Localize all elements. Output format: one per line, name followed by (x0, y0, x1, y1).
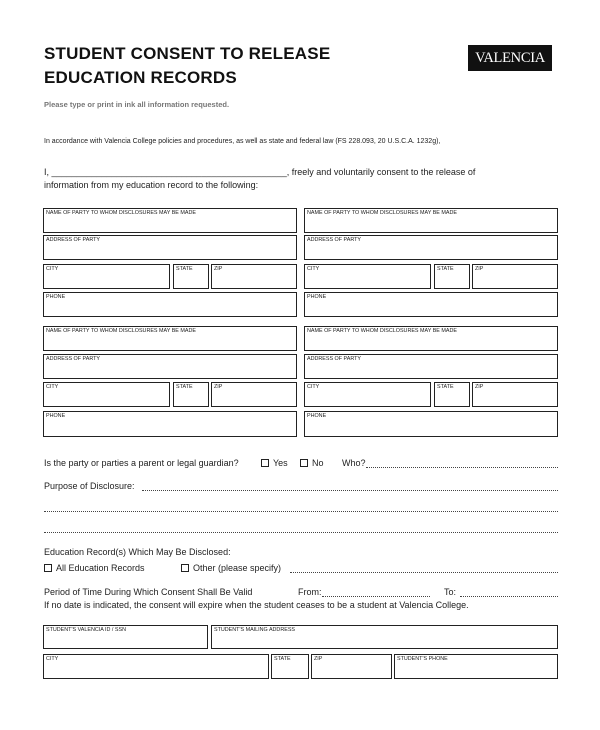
party1-left-city-field[interactable] (43, 264, 170, 289)
expiration-note: If no date is indicated, the consent will expire when the student ceases to be a student at Valencia College. (44, 600, 469, 610)
address-label: ADDRESS OF PARTY (46, 356, 101, 362)
student-id-label: STUDENT'S VALENCIA ID / SSN (46, 627, 127, 633)
all-records-checkbox[interactable] (44, 564, 52, 572)
student-zip-field[interactable] (311, 654, 392, 679)
who-label: Who? (342, 458, 366, 468)
purpose-input-line-3[interactable] (44, 532, 558, 533)
party1-left-zip-field[interactable] (211, 264, 297, 289)
to-label: To: (444, 587, 457, 597)
all-records-label: All Education Records (56, 563, 145, 573)
consent-statement-line-2: information from my education record to the following: (44, 180, 259, 190)
purpose-input-line-2[interactable] (44, 511, 558, 512)
state-label: STATE (176, 266, 193, 272)
student-mailing-address-field[interactable] (211, 625, 558, 649)
purpose-label: Purpose of Disclosure: (44, 481, 135, 491)
city-label: CITY (46, 266, 59, 272)
other-records-checkbox[interactable] (181, 564, 189, 572)
party2-left-address-field[interactable] (43, 354, 297, 379)
yes-label: Yes (273, 458, 288, 468)
party2-right-zip-field[interactable] (472, 382, 558, 407)
party1-right-address-field[interactable] (304, 235, 558, 260)
other-records-label: Other (please specify) (193, 563, 282, 573)
party2-left-zip-field[interactable] (211, 382, 297, 407)
phone-label: PHONE (46, 294, 66, 300)
city-label: CITY (307, 384, 320, 390)
student-id-field[interactable] (43, 625, 208, 649)
party2-left-state-field[interactable] (173, 382, 209, 407)
student-phone-label: STUDENT'S PHONE (397, 656, 448, 662)
party1-right-zip-field[interactable] (472, 264, 558, 289)
consent-suffix: , freely and voluntarily consent to the release of (286, 167, 476, 177)
no-label: No (312, 458, 324, 468)
party1-right-name-field[interactable] (304, 208, 558, 233)
consent-statement-line-1 (44, 167, 475, 177)
instructions-text: Please type or print in ink all information requested. (44, 100, 230, 109)
name-label: NAME OF PARTY TO WHOM DISCLOSURES MAY BE MADE (307, 210, 457, 216)
from-date-line[interactable] (322, 596, 430, 597)
from-label: From: (298, 587, 322, 597)
zip-label: ZIP (314, 656, 323, 662)
page-title (44, 42, 330, 90)
zip-label: ZIP (475, 266, 484, 272)
party2-right-city-field[interactable] (304, 382, 431, 407)
to-date-line[interactable] (460, 596, 558, 597)
consent-prefix: I, (44, 167, 50, 177)
period-label: Period of Time During Which Consent Shall Be Valid (44, 587, 253, 597)
phone-label: PHONE (307, 294, 327, 300)
phone-label: PHONE (307, 413, 327, 419)
party1-left-name-field[interactable] (43, 208, 297, 233)
policy-text: In accordance with Valencia College policies and procedures, as well as state and federal law (FS 228.093, 20 U.S.C.A. 1232g), (44, 138, 441, 145)
state-label: STATE (437, 266, 454, 272)
student-name-blank[interactable]: _______________________________________________ (51, 167, 287, 177)
name-label: NAME OF PARTY TO WHOM DISCLOSURES MAY BE MADE (46, 328, 196, 334)
state-label: STATE (176, 384, 193, 390)
zip-label: ZIP (214, 384, 223, 390)
valencia-logo: VALENCIA (468, 45, 552, 71)
purpose-input-line-1[interactable] (142, 490, 558, 491)
city-label: CITY (46, 384, 59, 390)
party2-right-phone-field[interactable] (304, 411, 558, 437)
party2-right-state-field[interactable] (434, 382, 470, 407)
no-checkbox[interactable] (300, 459, 308, 467)
party2-right-name-field[interactable] (304, 326, 558, 351)
city-label: CITY (46, 656, 59, 662)
other-records-input-line[interactable] (290, 572, 558, 573)
yes-checkbox[interactable] (261, 459, 269, 467)
student-mailing-label: STUDENT'S MAILING ADDRESS (214, 627, 296, 633)
party2-left-phone-field[interactable] (43, 411, 297, 437)
name-label: NAME OF PARTY TO WHOM DISCLOSURES MAY BE MADE (307, 328, 457, 334)
party1-right-city-field[interactable] (304, 264, 431, 289)
title-line-1: STUDENT CONSENT TO RELEASE (44, 44, 331, 63)
party1-left-state-field[interactable] (173, 264, 209, 289)
address-label: ADDRESS OF PARTY (307, 237, 362, 243)
party2-left-name-field[interactable] (43, 326, 297, 351)
city-label: CITY (307, 266, 320, 272)
zip-label: ZIP (214, 266, 223, 272)
address-label: ADDRESS OF PARTY (46, 237, 101, 243)
party2-left-city-field[interactable] (43, 382, 170, 407)
phone-label: PHONE (46, 413, 66, 419)
student-state-field[interactable] (271, 654, 309, 679)
party1-left-address-field[interactable] (43, 235, 297, 260)
who-input-line[interactable] (366, 467, 558, 468)
other-records-option[interactable] (181, 563, 281, 573)
student-phone-field[interactable] (394, 654, 558, 679)
name-label: NAME OF PARTY TO WHOM DISCLOSURES MAY BE MADE (46, 210, 196, 216)
title-line-2: EDUCATION RECORDS (44, 68, 237, 87)
guardian-yes-option[interactable] (261, 458, 288, 468)
party2-right-address-field[interactable] (304, 354, 558, 379)
state-label: STATE (274, 656, 291, 662)
records-label: Education Record(s) Which May Be Disclosed: (44, 547, 231, 557)
party1-right-phone-field[interactable] (304, 292, 558, 317)
party1-left-phone-field[interactable] (43, 292, 297, 317)
student-city-field[interactable] (43, 654, 269, 679)
zip-label: ZIP (475, 384, 484, 390)
party1-right-state-field[interactable] (434, 264, 470, 289)
guardian-question: Is the party or parties a parent or legal guardian? (44, 458, 239, 468)
guardian-no-option[interactable] (300, 458, 324, 468)
state-label: STATE (437, 384, 454, 390)
all-records-option[interactable] (44, 563, 145, 573)
address-label: ADDRESS OF PARTY (307, 356, 362, 362)
